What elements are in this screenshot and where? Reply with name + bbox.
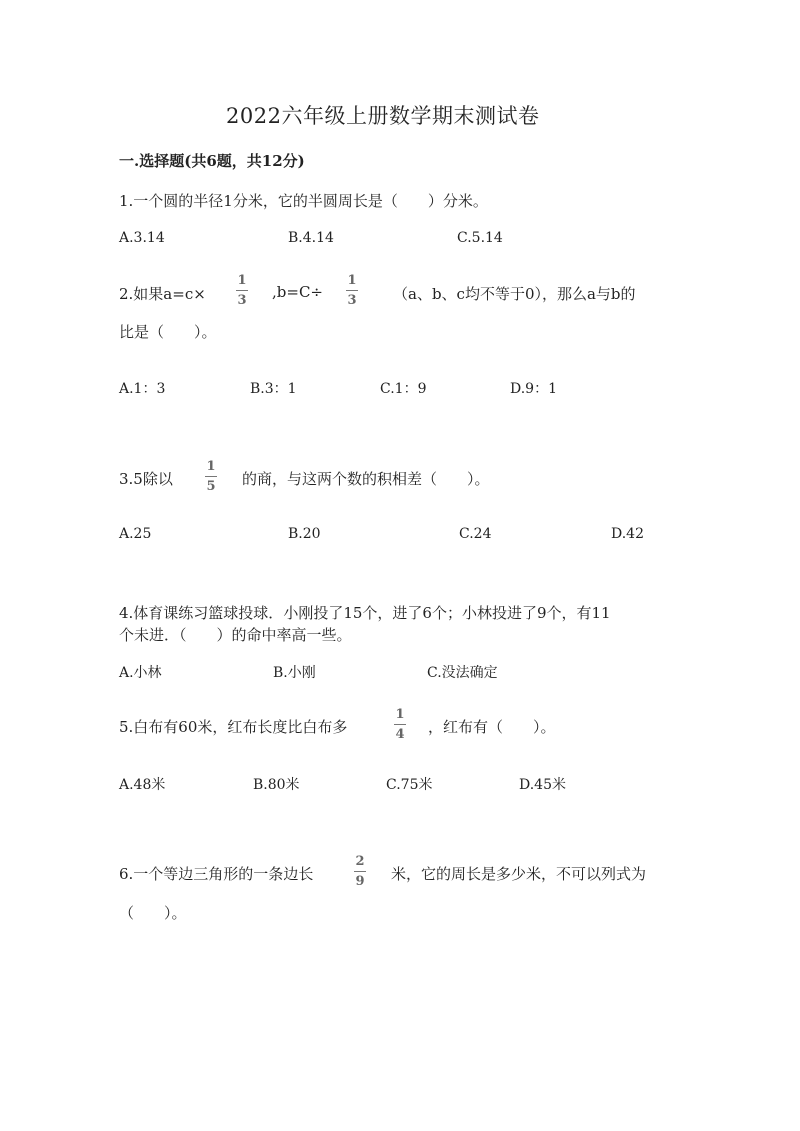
q4-option-b[interactable]: B.小刚 <box>273 665 316 681</box>
question-5-text-part1: 5.白布有60米，红布长度比白布多 <box>119 718 348 736</box>
q5-option-d[interactable]: D.45米 <box>519 777 566 793</box>
q2-option-a[interactable]: A.1：3 <box>119 381 166 397</box>
q1-option-b[interactable]: B.4.14 <box>288 230 334 246</box>
fraction-denominator: 3 <box>347 293 357 308</box>
question-6-text-line2: （ ）。 <box>119 904 187 922</box>
q5-option-c[interactable]: C.75米 <box>386 777 433 793</box>
question-2-text-line2: 比是（ ）。 <box>119 323 217 341</box>
q5-option-a[interactable]: A.48米 <box>119 777 166 793</box>
fraction-one-quarter <box>394 708 406 741</box>
fraction-numerator: 1 <box>395 707 405 722</box>
q3-option-d[interactable]: D.42 <box>611 526 644 542</box>
fraction-two-ninths <box>354 855 366 888</box>
fraction-denominator: 5 <box>206 479 216 494</box>
fraction-denominator: 3 <box>237 293 247 308</box>
fraction-numerator: 1 <box>237 273 247 288</box>
section-heading: 一.选择题(共6题，共12分) <box>119 152 305 170</box>
question-2-text-part2: ,b=C÷ <box>272 283 323 301</box>
question-5-text-part2: ，红布有（ ）。 <box>428 718 556 736</box>
q3-option-a[interactable]: A.25 <box>119 526 152 542</box>
q3-option-b[interactable]: B.20 <box>288 526 321 542</box>
question-6-text-part2: 米，它的周长是多少米，不可以列式为 <box>391 865 647 883</box>
q2-option-c[interactable]: C.1：9 <box>380 381 427 397</box>
fraction-numerator: 1 <box>206 459 216 474</box>
fraction-numerator: 2 <box>355 854 365 869</box>
fraction-bar <box>394 724 406 725</box>
q4-option-c[interactable]: C.没法确定 <box>427 665 498 681</box>
q3-option-c[interactable]: C.24 <box>459 526 492 542</box>
q5-option-b[interactable]: B.80米 <box>253 777 300 793</box>
q2-option-b[interactable]: B.3：1 <box>250 381 297 397</box>
question-2-text-part3: （a、b、c均不等于0），那么a与b的 <box>393 285 636 303</box>
fraction-bar <box>205 476 217 477</box>
question-3-text-part1: 3.5除以 <box>119 470 173 488</box>
fraction-one-fifth <box>205 460 217 493</box>
q1-option-a[interactable]: A.3.14 <box>119 230 165 246</box>
fraction-one-third <box>236 274 248 307</box>
fraction-bar <box>236 290 248 291</box>
question-6-text-part1: 6.一个等边三角形的一条边长 <box>119 865 314 883</box>
fraction-bar <box>354 871 366 872</box>
fraction-bar <box>346 290 358 291</box>
fraction-denominator: 9 <box>355 874 365 889</box>
question-3-text-part2: 的商，与这两个数的积相差（ ）。 <box>242 470 490 488</box>
fraction-numerator: 1 <box>347 273 357 288</box>
question-2-text-part1: 2.如果a=c× <box>119 285 206 303</box>
question-1-text: 1.一个圆的半径1分米，它的半圆周长是（ ）分米。 <box>119 192 488 210</box>
fraction-one-third <box>346 274 358 307</box>
question-4-text-line1: 4.体育课练习篮球投球．小刚投了15个，进了6个；小林投进了9个，有11 <box>119 604 611 622</box>
q4-option-a[interactable]: A.小林 <box>119 665 162 681</box>
page-title: 2022六年级上册数学期末测试卷 <box>226 104 540 128</box>
question-4-text-line2: 个未进．（ ）的命中率高一些。 <box>119 626 352 644</box>
q1-option-c[interactable]: C.5.14 <box>457 230 503 246</box>
fraction-denominator: 4 <box>395 727 405 742</box>
q2-option-d[interactable]: D.9：1 <box>510 381 557 397</box>
